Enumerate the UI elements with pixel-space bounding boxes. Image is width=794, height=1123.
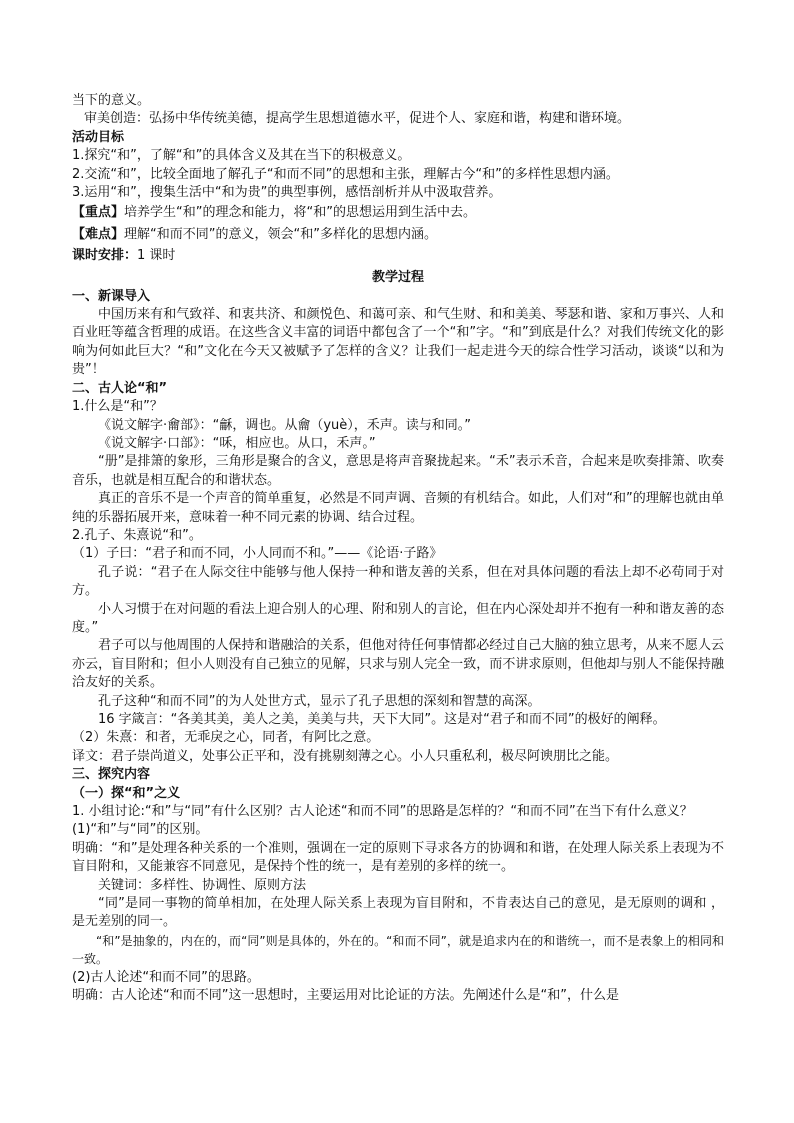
process-title: 教学过程 [371, 269, 424, 285]
confucius-paragraph-1: 孔子说：“君子在人际交往中能够与他人保持一种和谐友善的关系，但在对具体问题的看法上却不必苟同于对方。 [72, 564, 724, 599]
confucius-paragraph-2: 小人习惯于在对问题的看法上迎合别人的心理、附和别人的言论，但在内心深处却并不抱有一种和谐友善的态度。” [72, 601, 724, 635]
schedule [72, 247, 724, 265]
key-point-label: 【重点】 [72, 205, 125, 221]
difficulty [72, 226, 724, 244]
shuowen-quote-2: 《说文解字·口部》：“咊，相应也。从口，禾声。” [98, 435, 376, 451]
confucius-quote: （1）子曰：“君子和而不同，小人同而不和。”——《论语·子路》 [72, 546, 443, 562]
section1-paragraph: 中国历来有和气致祥、和衷共济、和颜悦色、和蔼可亲、和气生财、和和美美、琴瑟和谐、家和万事兴、人和百业旺等蕴含哲理的成语。在这些含义丰富的词语中都包含了一个“和”字。“和”到底是什么？对我们传统文化的影响为何如此巨大？“和”文化在今天又被赋予了怎样的含义？让我们一起走进今天的综合性学习活动，谈谈“以和为贵”！ [72, 307, 724, 378]
section3-sub1: （一）探“和”之义 [72, 785, 181, 801]
section2-heading: 二、古人论“和” [72, 380, 168, 396]
difference-title: (1)“和”与“同”的区别。 [72, 822, 209, 838]
confucius-wisdom-paragraph: 孔子这种“和而不同”的为人处世方式，显示了孔子思想的深刻和智慧的高深。 [98, 693, 541, 709]
document-page [72, 92, 724, 1006]
difficulty-text: 理解“和而不同”的意义，领会“和”多样化的思想内涵。 [124, 226, 437, 242]
goal-item: 2.交流“和”，比较全面地了解孔子“和而不同”的思想和主张，理解古今“和”的多样性思想内涵。 [72, 166, 619, 182]
difficulty-label: 【难点】 [72, 226, 125, 242]
key-point-text: 培养学生“和”的理念和能力，将“和”的思想运用到生活中去。 [124, 205, 476, 221]
abstract-paragraph: “和”是抽象的，内在的，而“同”则是具体的，外在的。“和而不同”，就是追求内在的和谐统一，而不是表象上的相同和一致。 [72, 933, 724, 967]
goal-item: 3.运用“和”，搜集生活中“和为贵”的典型事例，感悟剖析并从中汲取营养。 [72, 185, 502, 201]
key-point [72, 204, 724, 222]
keywords: 关键词：多样性、协调性、原则方法 [98, 877, 307, 893]
paixiao-paragraph: “册”是排箫的象形，三角形是聚合的含义，意思是将声音聚拢起来。“禾”表示禾音，合起来是吹奏排箫、吹奏音乐，也就是相互配合的和谐状态。 [72, 454, 724, 488]
aesthetic-goal [72, 110, 724, 128]
goals-heading: 活动目标 [72, 129, 125, 145]
clarify-paragraph-2: 明确：古人论述“和而不同”这一思想时，主要运用对比论证的方法。先阐述什么是“和”，什么是 [72, 988, 619, 1004]
section3-heading: 三、探究内容 [72, 767, 151, 783]
reason-title: (2)古人论述“和而不同”的思路。 [72, 969, 260, 985]
aesthetic-label: 审美创造： [84, 111, 150, 127]
goal-item: 1.探究“和”，了解“和”的具体含义及其在当下的积极意义。 [72, 148, 411, 164]
music-paragraph: 真正的音乐不是一个声音的简单重复，必然是不同声调、音频的有机结合。如此，人们对“和”的理解也就由单纯的乐器拓展开来，意味着一种不同元素的协调、结合过程。 [72, 491, 724, 525]
clarify-paragraph-1: 明确：“和”是处理各种关系的一个准则，强调在一定的原则下寻求各方的协调和和谐，在处理人际关系上表现为不盲目附和，又能兼容不同意见，是保持个性的统一，是有差别的多样的统一。 [72, 840, 724, 875]
schedule-text: 1 课时 [137, 248, 176, 264]
group-discussion: 1. 小组讨论:“和”与“同”有什么区别？古人论述“和而不同”的思路是怎样的？“和而不同”在当下有什么意义？ [72, 804, 693, 820]
gentleman-paragraph: 君子可以与他周围的人保持和谐融洽的关系，但他对待任何事情都必经过自己大脑的独立思考，从来不愿人云亦云，盲目附和；但小人则没有自己独立的见解，只求与别人完全一致，而不讲求原则，但他却与别人不能保持融洽友好的关系。 [72, 638, 724, 691]
question-confucius-zhuxi: 2.孔子、朱熹说“和”。 [72, 527, 202, 543]
section1-heading: 一、新课导入 [72, 288, 151, 304]
schedule-label: 课时安排： [72, 248, 138, 264]
aesthetic-text: 弘扬中华传统美德，提高学生思想道德水平，促进个人、家庭和谐，构建和谐环境。 [149, 111, 631, 127]
intro-tail: 当下的意义。 [72, 93, 151, 108]
motto-paragraph: 16 字箴言：“各美其美，美人之美，美美与共，天下大同”。这是对“君子和而不同”的极好的阐释。 [98, 712, 666, 727]
question-what-is-he: 1.什么是“和”？ [72, 399, 163, 415]
shuowen-quote-1: 《说文解字·龠部》：“龢，调也。从龠（yuè），禾声。读与和同。” [98, 417, 472, 433]
zhuxi-quote: （2）朱熹：和者，无乖戾之心，同者，有阿比之意。 [72, 730, 380, 746]
tong-paragraph: “同”是同一事物的简单相加，在处理人际关系上表现为盲目附和，不肯表达自己的意见，是无原则的调和 ，是无差别的同一。 [72, 896, 724, 930]
translation: 译文：君子崇尚道义，处事公正平和，没有挑剔刻薄之心。小人只重私利，极尽阿谀朋比之能。 [72, 748, 619, 764]
